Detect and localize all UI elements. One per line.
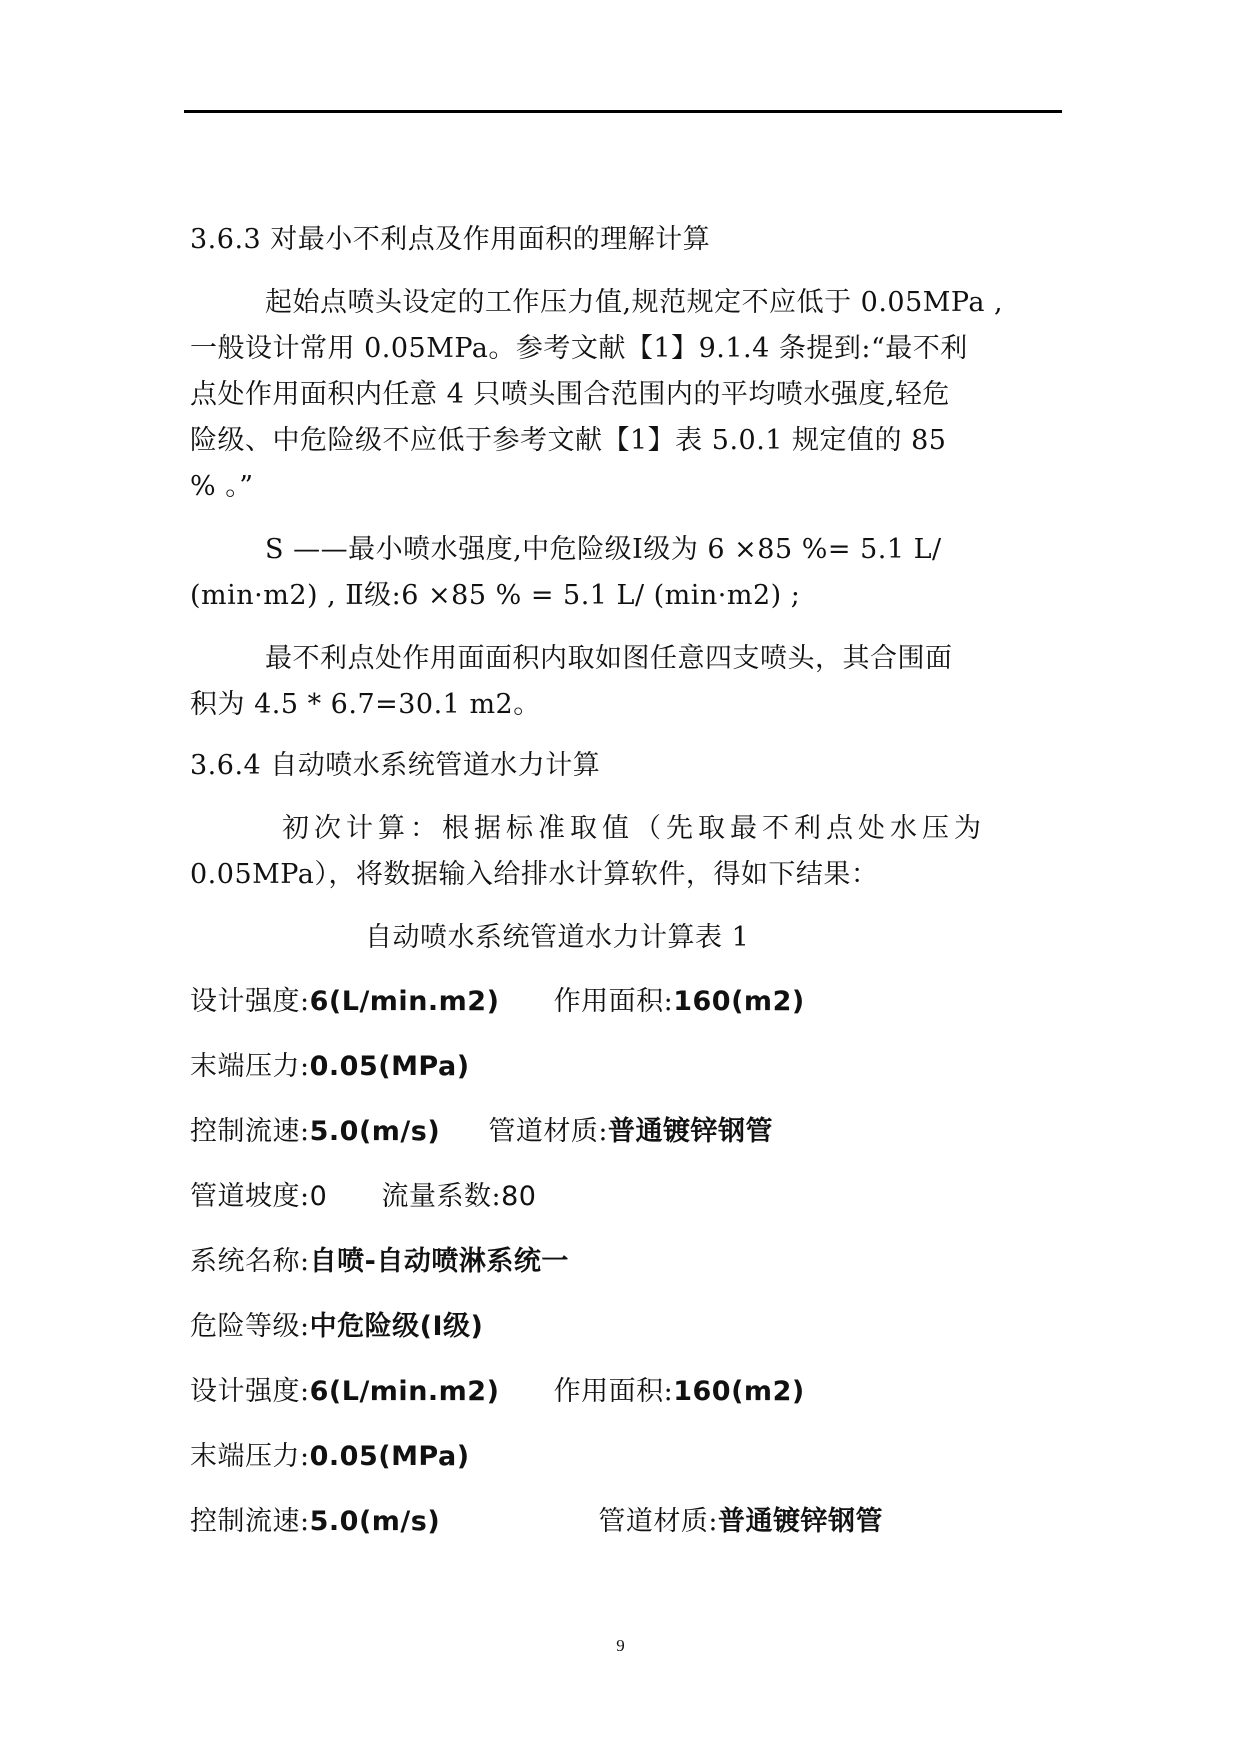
area-label: 作用面积: xyxy=(553,1376,674,1407)
hazard-value: 中危险级(Ⅰ级) xyxy=(309,1311,484,1342)
param-row-slope-flow xyxy=(190,1179,536,1215)
velocity-value: 5.0(m/s) xyxy=(309,1506,441,1537)
system-value: 自喷-自动喷淋系统一 xyxy=(309,1246,569,1277)
page-number: 9 xyxy=(616,1636,625,1655)
paragraph-line: (min·m2) , Ⅱ级:6 ×85 % = 5.1 L/ (min·m2) ; xyxy=(190,580,801,611)
pressure-value: 0.05(MPa) xyxy=(309,1441,470,1472)
param-row-pressure xyxy=(190,1439,470,1475)
material-value: 普通镀锌钢管 xyxy=(607,1116,773,1147)
paragraph-line: 初次计算：根据标准取值（先取最不利点处水压为 xyxy=(282,813,986,844)
intensity-value: 6(L/min.m2) xyxy=(309,986,500,1017)
paragraph-line: 点处作用面积内任意 4 只喷头围合范围内的平均喷水强度,轻危 xyxy=(190,379,950,410)
paragraph-line: 积为 4.5 * 6.7=30.1 m2。 xyxy=(190,689,541,720)
material-label: 管道材质: xyxy=(598,1506,718,1537)
pressure-value: 0.05(MPa) xyxy=(309,1051,470,1082)
area-label: 作用面积: xyxy=(553,986,674,1017)
section-heading-3-6-3: 3.6.3 对最小不利点及作用面积的理解计算 xyxy=(190,224,711,255)
paragraph-line: S ——最小喷水强度,中危险级Ⅰ级为 6 ×85 %= 5.1 L/ xyxy=(265,534,942,565)
param-row-velocity-material xyxy=(190,1504,883,1540)
system-label: 系统名称: xyxy=(190,1246,310,1277)
header-rule xyxy=(184,110,1062,113)
intensity-label: 设计强度: xyxy=(190,986,310,1017)
section-heading-3-6-4: 3.6.4 自动喷水系统管道水力计算 xyxy=(190,750,601,781)
velocity-value: 5.0(m/s) xyxy=(309,1116,441,1147)
hazard-label: 危险等级: xyxy=(190,1311,310,1342)
param-row-intensity-area xyxy=(190,984,805,1020)
slope-value: 0 xyxy=(309,1181,328,1212)
material-value: 普通镀锌钢管 xyxy=(717,1506,883,1537)
paragraph-line: 起始点喷头设定的工作压力值,规范规定不应低于 0.05MPa , xyxy=(265,287,1004,318)
material-label: 管道材质: xyxy=(488,1116,608,1147)
param-row-velocity-material xyxy=(190,1114,773,1150)
param-row-intensity-area xyxy=(190,1374,805,1410)
param-row-pressure xyxy=(190,1049,470,1085)
area-value: 160(m2) xyxy=(673,1376,805,1407)
param-row-system xyxy=(190,1244,569,1280)
paragraph-line: 一般设计常用 0.05MPa。参考文献【1】9.1.4 条提到:“最不利 xyxy=(190,333,968,364)
paragraph-line: % 。” xyxy=(190,471,254,502)
pressure-label: 末端压力: xyxy=(190,1441,310,1472)
pressure-label: 末端压力: xyxy=(190,1051,310,1082)
table-title: 自动喷水系统管道水力计算表 1 xyxy=(365,922,750,953)
param-row-hazard xyxy=(190,1309,483,1345)
intensity-label: 设计强度: xyxy=(190,1376,310,1407)
paragraph-line: 0.05MPa），将数据输入给排水计算软件，得如下结果： xyxy=(190,859,879,890)
flow-coef-label: 流量系数: xyxy=(381,1181,502,1212)
slope-label: 管道坡度: xyxy=(190,1181,310,1212)
paragraph-line: 险级、中危险级不应低于参考文献【1】表 5.0.1 规定值的 85 xyxy=(190,425,947,456)
velocity-label: 控制流速: xyxy=(190,1506,310,1537)
flow-coef-value: 80 xyxy=(501,1181,537,1212)
paragraph-line: 最不利点处作用面面积内取如图任意四支喷头，其合围面 xyxy=(265,643,953,674)
area-value: 160(m2) xyxy=(673,986,805,1017)
velocity-label: 控制流速: xyxy=(190,1116,310,1147)
intensity-value: 6(L/min.m2) xyxy=(309,1376,500,1407)
